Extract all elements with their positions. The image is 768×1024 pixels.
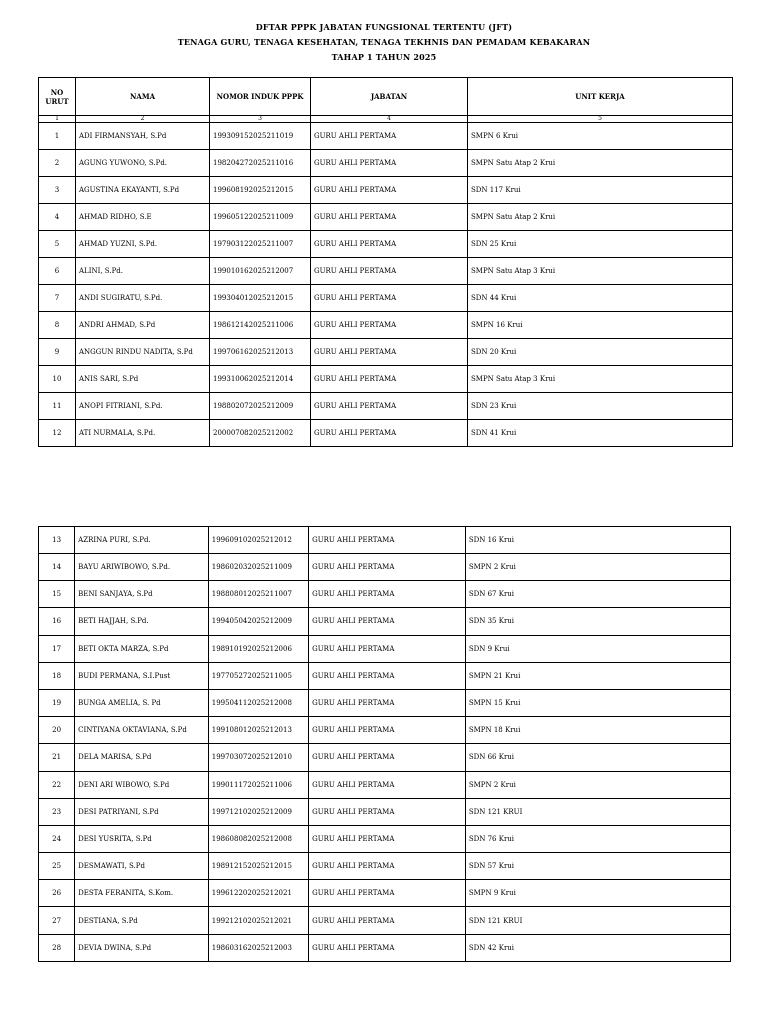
cell-nama: AGUSTINA EKAYANTI, S.Pd — [76, 177, 210, 204]
table-row — [39, 825, 731, 852]
cell-unit: SDN 41 Krui — [468, 420, 733, 447]
table-row — [39, 798, 731, 825]
cell-jabatan: GURU AHLI PERTAMA — [309, 880, 466, 907]
cell-unit: SDN 67 Krui — [465, 581, 730, 608]
cell-nama: ATI NURMALA, S.Pd. — [76, 420, 210, 447]
cell-no: 8 — [39, 312, 76, 339]
cell-unit: SMPN 2 Krui — [465, 771, 730, 798]
cell-unit: SDN 44 Krui — [468, 285, 733, 312]
cell-jabatan: GURU AHLI PERTAMA — [309, 907, 466, 934]
cell-nip: 199608192025212015 — [210, 177, 311, 204]
column-number: 4 — [311, 116, 468, 123]
cell-nip: 199212102025212021 — [208, 907, 308, 934]
cell-nama: BUDI PERMANA, S.I.Pust — [75, 662, 209, 689]
cell-unit: SMPN Satu Atap 2 Krui — [468, 150, 733, 177]
cell-no: 11 — [39, 393, 76, 420]
cell-nip: 199405042025212009 — [208, 608, 308, 635]
cell-unit: SMPN 2 Krui — [465, 554, 730, 581]
cell-unit: SMPN 9 Krui — [465, 880, 730, 907]
cell-jabatan: GURU AHLI PERTAMA — [309, 717, 466, 744]
cell-unit: SDN 9 Krui — [465, 635, 730, 662]
table-row — [39, 717, 731, 744]
cell-no: 7 — [39, 285, 76, 312]
column-header-jabatan: JABATAN — [311, 78, 468, 116]
table-row — [39, 366, 733, 393]
cell-nip: 198912152025212015 — [208, 853, 308, 880]
cell-nama: AZRINA PURI, S.Pd. — [75, 527, 209, 554]
table-row — [39, 934, 731, 961]
cell-unit: SDN 42 Krui — [465, 934, 730, 961]
cell-no: 16 — [39, 608, 75, 635]
cell-nama: CINTIYANA OKTAVIANA, S.Pd — [75, 717, 209, 744]
cell-no: 27 — [39, 907, 75, 934]
cell-no: 23 — [39, 798, 75, 825]
employee-table-page-1 — [38, 77, 733, 447]
table-row — [39, 635, 731, 662]
cell-no: 20 — [39, 717, 75, 744]
cell-jabatan: GURU AHLI PERTAMA — [311, 204, 468, 231]
cell-unit: SDN 76 Krui — [465, 825, 730, 852]
cell-jabatan: GURU AHLI PERTAMA — [311, 366, 468, 393]
cell-nama: BENI SANJAYA, S.Pd — [75, 581, 209, 608]
employee-table-page-2 — [38, 526, 731, 962]
cell-no: 25 — [39, 853, 75, 880]
cell-no: 4 — [39, 204, 76, 231]
cell-unit: SDN 20 Krui — [468, 339, 733, 366]
cell-nama: BUNGA AMELIA, S. Pd — [75, 689, 209, 716]
cell-unit: SMPN 6 Krui — [468, 123, 733, 150]
cell-nip: 198802072025212009 — [210, 393, 311, 420]
cell-unit: SDN 121 KRUI — [465, 907, 730, 934]
cell-unit: SMPN Satu Atap 2 Krui — [468, 204, 733, 231]
table-row — [39, 608, 731, 635]
cell-jabatan: GURU AHLI PERTAMA — [311, 258, 468, 285]
cell-nip: 198608082025212008 — [208, 825, 308, 852]
cell-jabatan: GURU AHLI PERTAMA — [309, 527, 466, 554]
cell-nip: 199703072025212010 — [208, 744, 308, 771]
cell-unit: SMPN Satu Atap 3 Krui — [468, 366, 733, 393]
table-row — [39, 527, 731, 554]
cell-jabatan: GURU AHLI PERTAMA — [311, 123, 468, 150]
cell-nip: 199108012025212013 — [208, 717, 308, 744]
cell-jabatan: GURU AHLI PERTAMA — [309, 853, 466, 880]
cell-nama: AHMAD YUZNI, S.Pd. — [76, 231, 210, 258]
cell-nip: 199612202025212021 — [208, 880, 308, 907]
cell-unit: SMPN Satu Atap 3 Krui — [468, 258, 733, 285]
cell-jabatan: GURU AHLI PERTAMA — [309, 581, 466, 608]
cell-nip: 200007082025212002 — [210, 420, 311, 447]
cell-unit: SDN 66 Krui — [465, 744, 730, 771]
cell-nip: 198603162025212003 — [208, 934, 308, 961]
cell-nama: DENI ARI WIBOWO, S.Pd — [75, 771, 209, 798]
cell-jabatan: GURU AHLI PERTAMA — [309, 744, 466, 771]
cell-nip: 197705272025211005 — [208, 662, 308, 689]
table-row — [39, 581, 731, 608]
column-header-nip: NOMOR INDUK PPPK — [210, 78, 311, 116]
table-header-row — [39, 78, 733, 116]
cell-no: 6 — [39, 258, 76, 285]
table-row — [39, 285, 733, 312]
table-row — [39, 312, 733, 339]
cell-no: 26 — [39, 880, 75, 907]
cell-nama: BETI HAJJAH, S.Pd. — [75, 608, 209, 635]
column-header-no — [39, 78, 76, 116]
cell-unit: SDN 25 Krui — [468, 231, 733, 258]
cell-no: 9 — [39, 339, 76, 366]
cell-no: 1 — [39, 123, 76, 150]
column-header-nama: NAMA — [76, 78, 210, 116]
cell-nama: AHMAD RIDHO, S.E — [76, 204, 210, 231]
cell-nama: ADI FIRMANSYAH, S.Pd — [76, 123, 210, 150]
cell-jabatan: GURU AHLI PERTAMA — [309, 771, 466, 798]
cell-nip: 198910192025212006 — [208, 635, 308, 662]
cell-no: 28 — [39, 934, 75, 961]
document-header — [0, 20, 768, 65]
cell-jabatan: GURU AHLI PERTAMA — [311, 420, 468, 447]
cell-nama: DEVIA DWINA, S.Pd — [75, 934, 209, 961]
column-number: 1 — [39, 116, 76, 123]
cell-no: 24 — [39, 825, 75, 852]
cell-no: 2 — [39, 150, 76, 177]
table-row — [39, 420, 733, 447]
cell-jabatan: GURU AHLI PERTAMA — [311, 393, 468, 420]
cell-jabatan: GURU AHLI PERTAMA — [311, 312, 468, 339]
cell-nama: DESTIANA, S.Pd — [75, 907, 209, 934]
cell-no: 22 — [39, 771, 75, 798]
cell-jabatan: GURU AHLI PERTAMA — [309, 554, 466, 581]
cell-unit: SDN 35 Krui — [465, 608, 730, 635]
cell-nip: 199609102025212012 — [208, 527, 308, 554]
cell-unit: SDN 117 Krui — [468, 177, 733, 204]
table-row — [39, 339, 733, 366]
table-row — [39, 258, 733, 285]
cell-nama: DELA MARISA, S.Pd — [75, 744, 209, 771]
cell-nip: 198204272025211016 — [210, 150, 311, 177]
cell-nip: 199706162025212013 — [210, 339, 311, 366]
cell-nama: AGUNG YUWONO, S.Pd. — [76, 150, 210, 177]
cell-nip: 197903122025211007 — [210, 231, 311, 258]
column-number-row — [39, 116, 733, 123]
cell-unit: SDN 121 KRUI — [465, 798, 730, 825]
cell-jabatan: GURU AHLI PERTAMA — [311, 150, 468, 177]
cell-nip: 199309152025211019 — [210, 123, 311, 150]
cell-nama: ANDRI AHMAD, S.Pd — [76, 312, 210, 339]
document-stage: TAHAP 1 TAHUN 2025 — [331, 52, 437, 62]
cell-nama: ANOPI FITRIANI, S.Pd. — [76, 393, 210, 420]
cell-no: 14 — [39, 554, 75, 581]
cell-unit: SDN 57 Krui — [465, 853, 730, 880]
document-subtitle: TENAGA GURU, TENAGA KESEHATAN, TENAGA TEKHNIS DAN PEMADAM KEBAKARAN — [177, 37, 591, 47]
cell-nama: DESMAWATI, S.Pd — [75, 853, 209, 880]
column-number: 2 — [76, 116, 210, 123]
cell-nama: DESTA FERANITA, S.Kom. — [75, 880, 209, 907]
cell-nip: 199304012025212015 — [210, 285, 311, 312]
cell-nip: 199310062025212014 — [210, 366, 311, 393]
cell-unit: SDN 23 Krui — [468, 393, 733, 420]
cell-nip: 198808012025211007 — [208, 581, 308, 608]
cell-nama: ANDI SUGIRATU, S.Pd. — [76, 285, 210, 312]
cell-jabatan: GURU AHLI PERTAMA — [309, 825, 466, 852]
cell-jabatan: GURU AHLI PERTAMA — [309, 662, 466, 689]
table-row — [39, 907, 731, 934]
table-row — [39, 204, 733, 231]
column-header-no-line2: URUT — [45, 96, 69, 106]
table-row — [39, 853, 731, 880]
cell-jabatan: GURU AHLI PERTAMA — [309, 798, 466, 825]
table-row — [39, 177, 733, 204]
cell-jabatan: GURU AHLI PERTAMA — [309, 934, 466, 961]
table-row — [39, 689, 731, 716]
table-body-page-2 — [39, 527, 731, 962]
cell-nip: 199011172025211006 — [208, 771, 308, 798]
cell-jabatan: GURU AHLI PERTAMA — [311, 231, 468, 258]
column-number: 3 — [210, 116, 311, 123]
cell-nip: 199712102025212009 — [208, 798, 308, 825]
cell-nama: DESI YUSRITA, S.Pd — [75, 825, 209, 852]
cell-nip: 199504112025212008 — [208, 689, 308, 716]
cell-no: 19 — [39, 689, 75, 716]
cell-no: 12 — [39, 420, 76, 447]
cell-nama: ALINI, S.Pd. — [76, 258, 210, 285]
cell-nama: BETI OKTA MARZA, S.Pd — [75, 635, 209, 662]
cell-nama: DESI PATRIYANI, S.Pd — [75, 798, 209, 825]
cell-unit: SDN 16 Krui — [465, 527, 730, 554]
cell-no: 18 — [39, 662, 75, 689]
table-row — [39, 393, 733, 420]
table-row — [39, 771, 731, 798]
cell-jabatan: GURU AHLI PERTAMA — [309, 635, 466, 662]
cell-no: 21 — [39, 744, 75, 771]
cell-no: 17 — [39, 635, 75, 662]
cell-no: 13 — [39, 527, 75, 554]
table-row — [39, 554, 731, 581]
cell-unit: SMPN 18 Krui — [465, 717, 730, 744]
document-title: DFTAR PPPK JABATAN FUNGSIONAL TERTENTU (JFT) — [255, 22, 513, 32]
cell-nip: 199605122025211009 — [210, 204, 311, 231]
cell-nip: 199010162025212007 — [210, 258, 311, 285]
cell-nama: BAYU ARIWIBOWO, S.Pd. — [75, 554, 209, 581]
cell-jabatan: GURU AHLI PERTAMA — [311, 339, 468, 366]
table-body-page-1 — [39, 123, 733, 447]
cell-nama: ANIS SARI, S.Pd — [76, 366, 210, 393]
table-row — [39, 744, 731, 771]
cell-no: 5 — [39, 231, 76, 258]
cell-jabatan: GURU AHLI PERTAMA — [309, 689, 466, 716]
cell-nip: 198602032025211009 — [208, 554, 308, 581]
cell-unit: SMPN 21 Krui — [465, 662, 730, 689]
table-row — [39, 880, 731, 907]
cell-no: 10 — [39, 366, 76, 393]
cell-unit: SMPN 15 Krui — [465, 689, 730, 716]
cell-no: 15 — [39, 581, 75, 608]
table-row — [39, 662, 731, 689]
cell-no: 3 — [39, 177, 76, 204]
cell-jabatan: GURU AHLI PERTAMA — [311, 285, 468, 312]
table-row — [39, 231, 733, 258]
cell-jabatan: GURU AHLI PERTAMA — [311, 177, 468, 204]
cell-jabatan: GURU AHLI PERTAMA — [309, 608, 466, 635]
column-number: 5 — [468, 116, 733, 123]
table-row — [39, 123, 733, 150]
cell-nama: ANGGUN RINDU NADITA, S.Pd — [76, 339, 210, 366]
table-row — [39, 150, 733, 177]
column-header-unit: UNIT KERJA — [468, 78, 733, 116]
column-header-no-line1: NO — [50, 87, 64, 97]
cell-nip: 198612142025211006 — [210, 312, 311, 339]
cell-unit: SMPN 16 Krui — [468, 312, 733, 339]
